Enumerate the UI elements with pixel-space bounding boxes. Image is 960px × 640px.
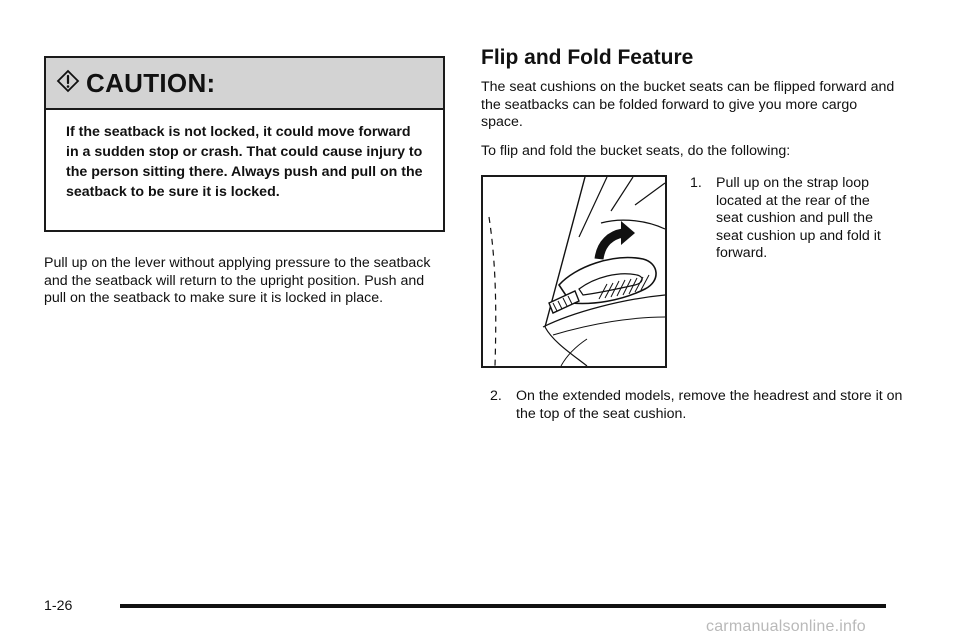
seat-strap-illustration: [481, 175, 667, 368]
section-title: Flip and Fold Feature: [481, 46, 694, 69]
watermark: carmanualsonline.info: [706, 618, 866, 635]
step-1-number: 1.: [690, 175, 702, 191]
section-paragraph-2: To flip and fold the bucket seats, do the following:: [481, 143, 791, 159]
step-2-number: 2.: [490, 388, 502, 404]
page-number: 1-26: [44, 598, 73, 614]
seat-strap-icon: [483, 177, 665, 366]
caution-title: CAUTION:: [86, 67, 216, 98]
caution-text: If the seatback is not locked, it could move forward in a sudden stop or crash. That could cause injury to the person sitting there. Always push and pull on the seatback to be sure it is locked.: [66, 124, 423, 200]
warning-triangle-icon: [56, 69, 80, 95]
caution-box: [44, 56, 445, 232]
step-2-text: On the extended models, remove the headrest and store it on the top of the seat cushion.: [516, 388, 903, 422]
step-1: [690, 175, 900, 263]
caution-header: [46, 58, 443, 110]
left-paragraph: Pull up on the lever without applying pressure to the seatback and the seatback will return to the upright position. Push and pull on the seatback to make sure it is locked in place.: [44, 255, 431, 306]
footer-rule: [120, 604, 886, 608]
step-1-text: Pull up on the strap loop located at the rear of the seat cushion and pull the seat cushion up and fold it forward.: [716, 175, 881, 261]
step-2: [490, 388, 910, 423]
section-paragraph-1: The seat cushions on the bucket seats can be flipped forward and the seatbacks can be folded forward to give you more cargo space.: [481, 79, 895, 130]
